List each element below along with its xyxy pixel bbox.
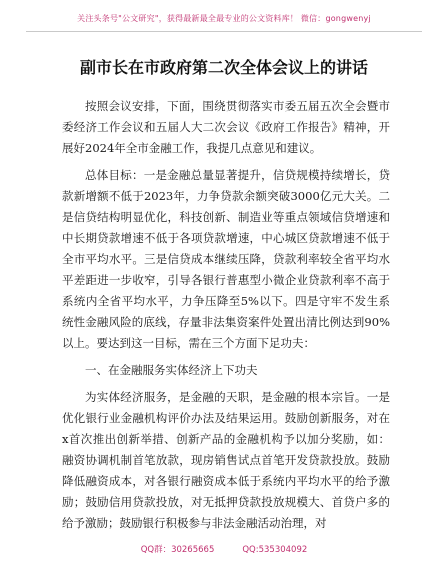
page-header-banner: 关注头条号"公文研究"，获得最新最全最专业的公文资料库！ 微信：gongwenyj (77, 14, 371, 23)
footer-qq: QQ:535304092 (242, 545, 308, 555)
footer-qq-group: QQ群：30265665 (140, 545, 215, 555)
paragraph-section-1: 为实体经济服务，是金融的天职，是金融的根本宗旨。一是优化银行业金融机构评价办法及结果运用。鼓励创新服务，对在x首次推出创新举措、创新产品的金融机构予以加分奖励，如：融资协调机制首笔放款，现房销售试点首笔开发贷款投放。鼓励降低融资成本，对各银行融资成本低于系统内平均水平的给予激励；鼓励信用贷款投放，对无抵押贷款投放规模大、首贷户多的给予激励；鼓励银行积极参与非法金融活动治理，对 (62, 390, 390, 530)
header-divider (26, 31, 422, 32)
paragraph-overall-goals: 总体目标：一是金融总量显著提升，信贷规模持续增长，贷款新增额不低于2023年，力争贷款余额突破3000亿元大关。二是信贷结构明显优化，科技创新、制造业等重点领域信贷增速和中长期贷款增速不低于各项贷款增速，中心城区贷款增速不低于全市平均水平。三是信贷成本继续压降，贷款利率较全省平均水平差距进一步收窄，引导各银行普惠型小微企业贷款利率不高于系统内全省平均水平，力争压降至5%以下。四是守牢不发生系统性金融风险的底线，存量非法集资案件处置出清比例达到90%以上。要达到这一目标，需在三个方面下足功夫： (62, 168, 390, 350)
paragraph-intro: 按照会议安排，下面，围绕贯彻落实市委五届五次全会暨市委经济工作会议和五届人大二次会议《政府工作报告》精神，开展好2024年全市金融工作，我提几点意见和建议。 (62, 99, 390, 155)
document-body (62, 96, 390, 534)
section-heading-1: 一、在金融服务实体经济上下功夫 (85, 363, 258, 377)
document-title: 副市长在市政府第二次全体会议上的讲话 (79, 58, 368, 77)
page-footer (0, 543, 448, 555)
